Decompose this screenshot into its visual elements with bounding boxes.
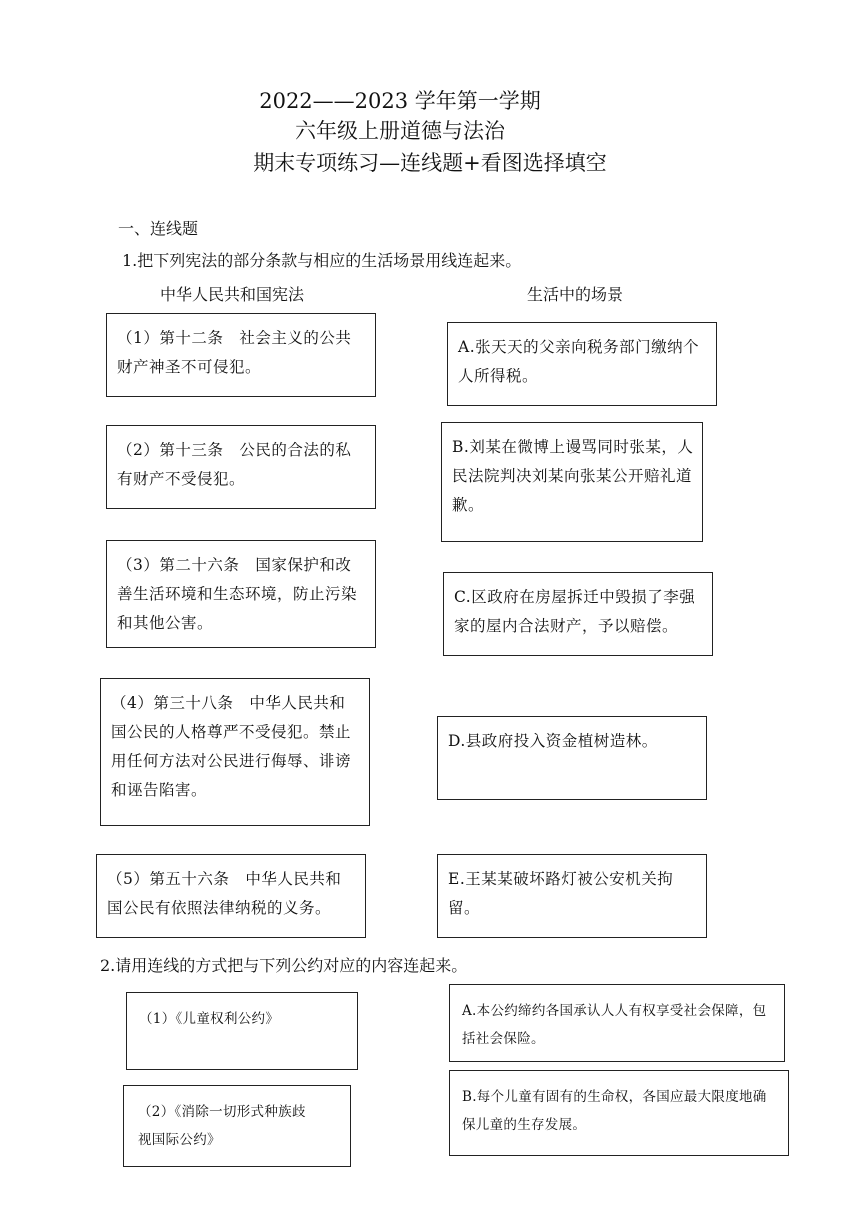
scene-text: E.王某某破坏路灯被公安机关拘留。 — [448, 870, 674, 917]
scene-text: A.张天天的父亲向税务部门缴纳个人所得税。 — [458, 338, 700, 385]
convention-cerd — [123, 1085, 351, 1167]
left-column-header: 中华人民共和国宪法 — [160, 285, 305, 304]
constitution-article-38 — [100, 678, 370, 826]
right-column-header: 生活中的场景 — [527, 285, 624, 304]
article-text: （3）第二十六条 国家保护和改善生活环境和生态环境，防止污染和其他公害。 — [117, 556, 358, 632]
header-year: 2022——2023 学年第一学期 — [259, 89, 541, 113]
constitution-article-12 — [106, 313, 376, 397]
constitution-article-13 — [106, 425, 376, 509]
convention-content-a — [449, 984, 785, 1062]
constitution-article-56 — [96, 854, 366, 938]
constitution-article-26 — [106, 540, 376, 648]
content-text: B.每个儿童有固有的生命权，各国应最大限度地确保儿童的生存发展。 — [462, 1089, 767, 1133]
section-heading: 一、连线题 — [118, 219, 199, 238]
content-text: A.本公约缔约各国承认人人有权享受社会保障，包括社会保险。 — [462, 1003, 767, 1047]
scene-c — [443, 572, 713, 656]
scene-a — [447, 322, 717, 406]
article-text: （4）第三十八条 中华人民共和国公民的人格尊严不受侵犯。禁止用任何方法对公民进行侮辱、诽谤和诬告陷害。 — [111, 694, 352, 799]
article-text: （5）第五十六条 中华人民共和国公民有依照法律纳税的义务。 — [107, 870, 342, 917]
convention-crc — [126, 992, 358, 1070]
convention-text: （1）《儿童权利公约》 — [139, 1011, 280, 1027]
article-text: （1）第十二条 社会主义的公共财产神圣不可侵犯。 — [117, 329, 352, 376]
convention-text: （2）《消除一切形式种族歧视国际公约》 — [138, 1104, 306, 1148]
scene-d — [437, 716, 707, 800]
header-subtitle: 期末专项练习—连线题+看图选择填空 — [253, 151, 607, 175]
scene-b — [441, 422, 703, 542]
scene-text: B.刘某在微博上谩骂同时张某，人民法院判决刘某向张某公开赔礼道歉。 — [452, 438, 694, 514]
question-2-prompt: 2.请用连线的方式把与下列公约对应的内容连起来。 — [100, 956, 468, 975]
article-text: （2）第十三条 公民的合法的私有财产不受侵犯。 — [117, 441, 352, 488]
question-1-prompt: 1.把下列宪法的部分条款与相应的生活场景用线连起来。 — [122, 251, 522, 270]
convention-content-b — [449, 1070, 789, 1156]
scene-text: D.县政府投入资金植树造林。 — [448, 732, 658, 750]
header-course: 六年级上册道德与法治 — [295, 119, 505, 143]
scene-e — [437, 854, 707, 938]
scene-text: C.区政府在房屋拆迁中毁损了李强家的屋内合法财产，予以赔偿。 — [454, 588, 696, 635]
